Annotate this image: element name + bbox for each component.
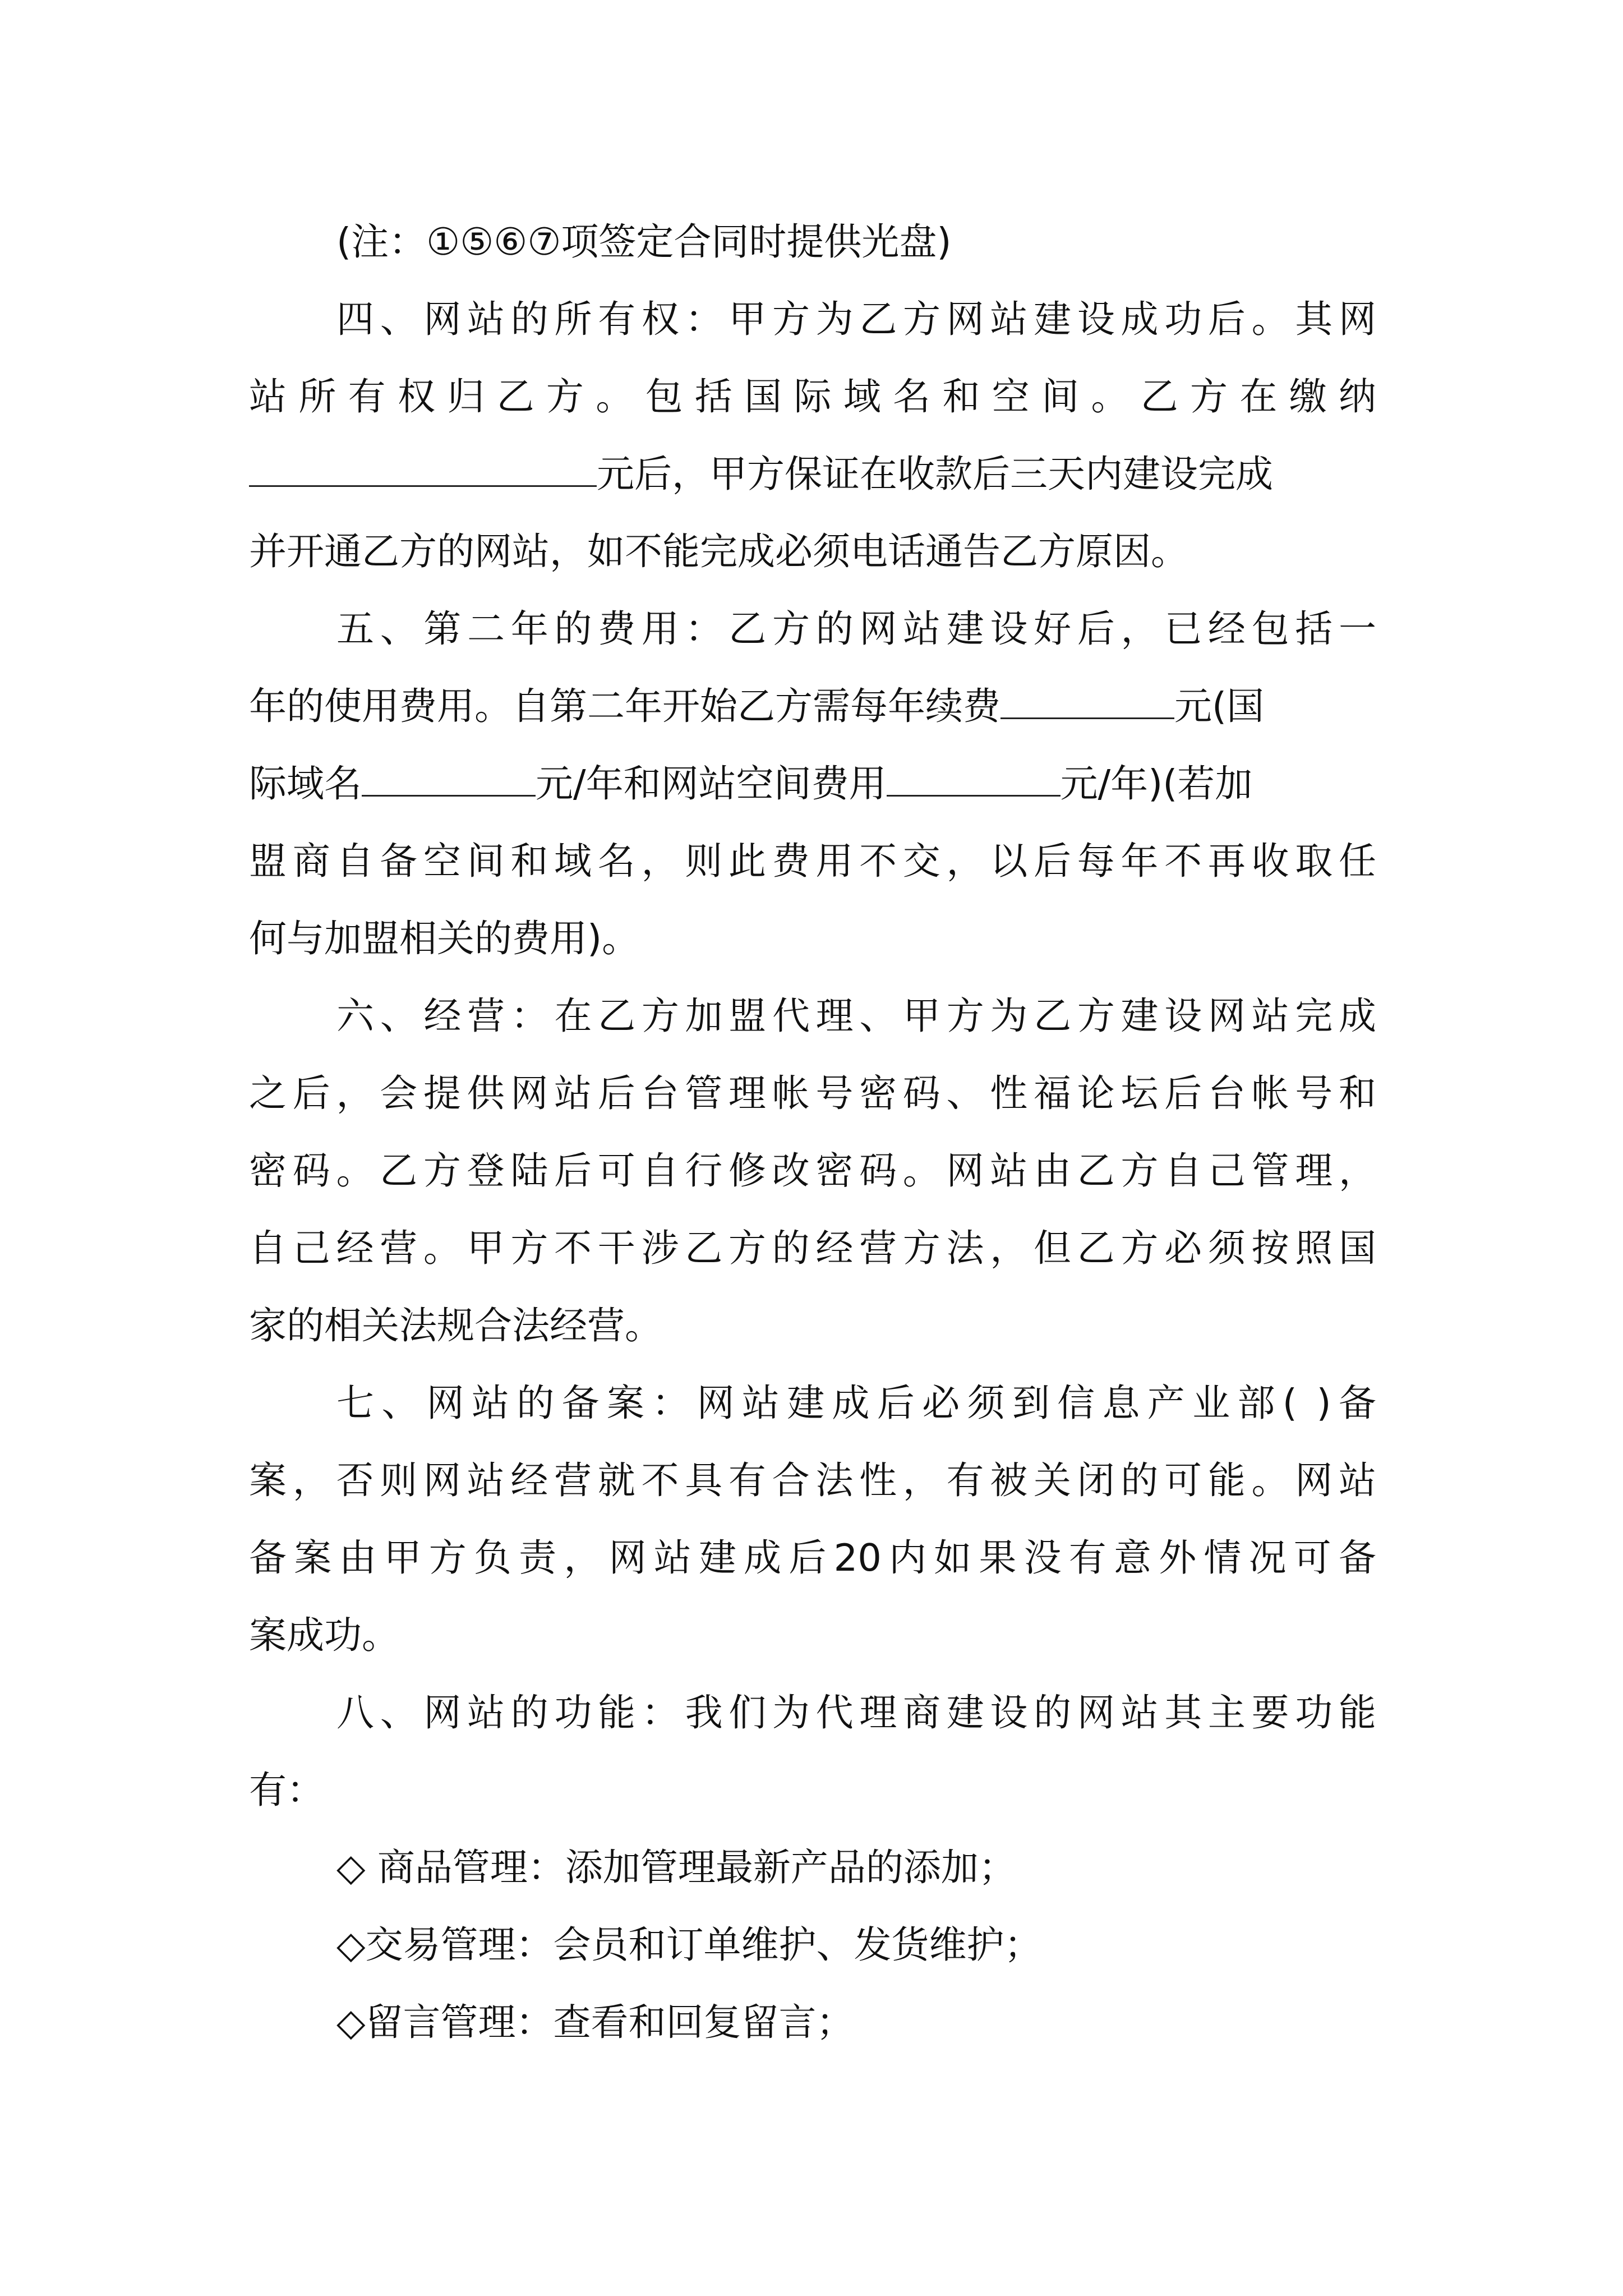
feature-item-goods: ◇ 商品管理：添加管理最新产品的添加；	[336, 1846, 1016, 1889]
domain-fee-blank	[362, 763, 536, 797]
amount-blank	[249, 454, 597, 487]
section-4-line-4: 并开通乙方的网站，如不能完成必须电话通告乙方原因。	[249, 530, 1188, 573]
section-7-heading-line: 七、网站的备案：网站建成后必须到信息产业部( )备	[336, 1381, 1376, 1425]
renewal-fee-blank	[1000, 686, 1174, 719]
section-4-line-2: 站所有权归乙方。包括国际域名和空间。乙方在缴纳	[249, 375, 1376, 418]
section-7-line-3: 备案由甲方负责，网站建成后20内如果没有意外情况可备	[249, 1536, 1376, 1580]
section-6-line-5: 家的相关法规合法经营。	[249, 1304, 662, 1347]
feature-item-message: ◇留言管理：查看和回复留言；	[336, 2000, 854, 2044]
hosting-fee-blank	[887, 763, 1061, 797]
section-4-line-3-text: 元后，甲方保证在收款后三天内建设完成	[597, 452, 1273, 496]
section-6-heading-line: 六、经营：在乙方加盟代理、甲方为乙方建设网站完成	[336, 994, 1376, 1038]
section-8-line-2: 有：	[249, 1768, 324, 1812]
section-5-line-2	[249, 668, 1376, 745]
section-6-line-2: 之后，会提供网站后台管理帐号密码、性福论坛后台帐号和	[249, 1071, 1376, 1115]
section-5-line-3-text-a: 际域名	[249, 762, 362, 806]
note-line: (注：①⑤⑥⑦项签定合同时提供光盘)	[336, 220, 952, 264]
section-5-line-4: 盟商自备空间和域名，则此费用不交，以后每年不再收取任	[249, 839, 1376, 883]
section-7-line-4: 案成功。	[249, 1613, 399, 1657]
section-6-line-4: 自己经营。甲方不干涉乙方的经营方法，但乙方必须按照国	[249, 1226, 1376, 1270]
section-5-line-5: 何与加盟相关的费用)。	[249, 917, 640, 960]
feature-item-trade: ◇交易管理：会员和订单维护、发货维护；	[336, 1923, 1042, 1967]
section-8-heading-line: 八、网站的功能：我们为代理商建设的网站其主要功能	[336, 1691, 1376, 1734]
section-4-line-3	[249, 435, 1376, 513]
section-5-line-3	[249, 745, 1376, 822]
section-5-line-2-text-b: 元(国	[1174, 684, 1265, 728]
section-5-line-3-text-b: 元/年和网站空间费用	[536, 762, 887, 806]
section-6-line-3: 密码。乙方登陆后可自行修改密码。网站由乙方自己管理，	[249, 1149, 1376, 1193]
section-5-heading-line: 五、第二年的费用：乙方的网站建设好后，已经包括一	[336, 607, 1376, 651]
section-4-heading-line: 四、网站的所有权：甲方为乙方网站建设成功后。其网	[336, 297, 1376, 341]
section-5-line-3-text-c: 元/年)(若加	[1060, 762, 1253, 806]
section-7-line-2: 案，否则网站经营就不具有合法性，有被关闭的可能。网站	[249, 1458, 1376, 1502]
section-5-line-2-text-a: 年的使用费用。自第二年开始乙方需每年续费	[249, 684, 1000, 728]
